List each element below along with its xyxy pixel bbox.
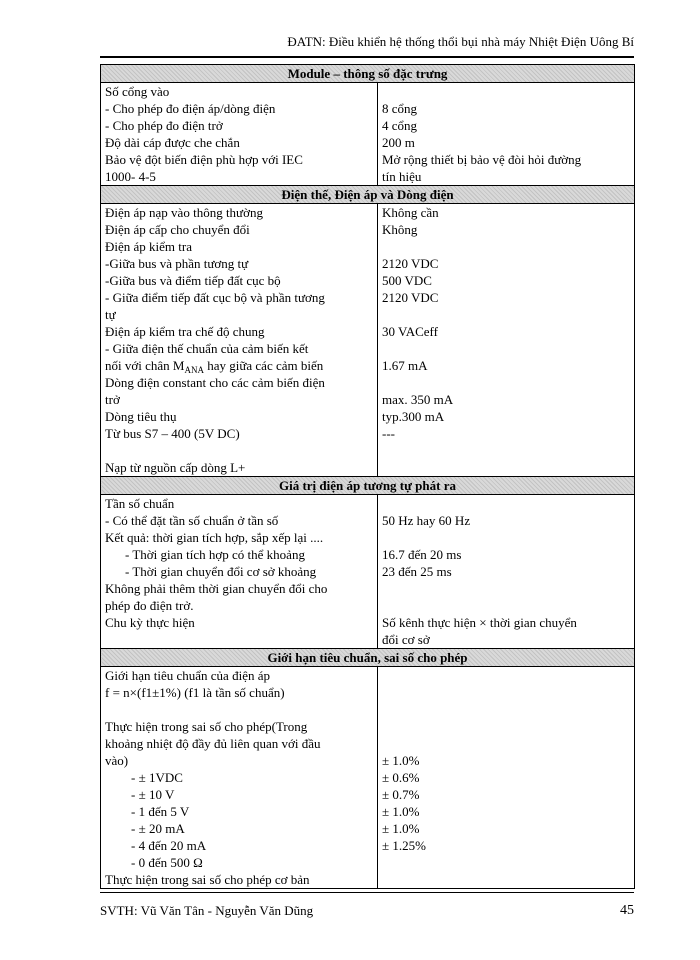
spec-value: 2120 VDC [382, 256, 439, 271]
spec-line: Bảo vệ đột biến điện phù hợp với IEC [105, 152, 303, 167]
spec-line: - Có thể đặt tần số chuẩn ở tần số [105, 513, 279, 528]
spec-line: Giới hạn tiêu chuẩn của điện áp [105, 668, 270, 683]
spec-line: - 1 đến 5 V [131, 804, 190, 819]
spec-line: - ± 1VDC [131, 770, 183, 785]
section-title-analog-output: Giá trị điện áp tương tự phát ra [101, 477, 635, 495]
spec-line: - Giữa điểm tiếp đất cục bộ và phần tương [105, 290, 325, 305]
spec-value: 30 VACeff [382, 324, 438, 339]
spec-value [382, 735, 630, 752]
spec-value [382, 718, 630, 735]
section-body-row [101, 667, 635, 889]
spec-parameter-cell [101, 204, 378, 477]
spec-line: - Cho phép đo điện áp/dòng điện [105, 101, 276, 116]
spec-line: Không phải thêm thời gian chuyển đổi cho [105, 581, 328, 596]
spec-line: - ± 10 V [131, 787, 175, 802]
section-title-module: Module – thông số đặc trưng [101, 65, 635, 83]
spec-value [382, 701, 630, 718]
spec-line: - Giữa điện thế chuẩn của cảm biến kết [105, 341, 309, 356]
spec-line: tự [105, 307, 116, 322]
spec-value [382, 529, 630, 546]
spec-value [382, 306, 630, 323]
spec-value: ± 1.0% [382, 753, 420, 768]
spec-line: khoảng nhiệt độ đầy đủ liên quan với đầu [105, 736, 321, 751]
spec-line-text: hay giữa các cảm biến [203, 358, 324, 373]
spec-value: 200 m [382, 135, 415, 150]
spec-value: Số kênh thực hiện × thời gian chuyển [382, 615, 577, 630]
page-header-title: ĐATN: Điều khiển hệ thống thổi bụi nhà máy Nhiệt Điện Uông Bí [287, 34, 634, 49]
page-number: 45 [620, 903, 634, 918]
spec-value: ± 1.25% [382, 838, 426, 853]
spec-line: Số cổng vào [105, 84, 170, 99]
spec-line: Nạp từ nguồn cấp dòng L+ [105, 460, 246, 475]
spec-value [382, 83, 630, 100]
spec-value: ± 1.0% [382, 821, 420, 836]
spec-value: ± 1.0% [382, 804, 420, 819]
spec-line: f = n×(f1±1%) (f1 là tần số chuẩn) [105, 685, 285, 700]
spec-line: Chu kỳ thực hiện [105, 615, 195, 630]
spec-value: đổi cơ sở [382, 632, 430, 647]
spec-line: Dòng điện constant cho các cảm biến điện [105, 375, 325, 390]
spec-value [382, 374, 630, 391]
spec-value [382, 459, 630, 476]
spec-line: Tần số chuẩn [105, 496, 175, 511]
spec-value [382, 580, 630, 597]
header-divider [100, 56, 634, 58]
spec-value-cell [378, 83, 635, 186]
spec-value: 4 cổng [382, 118, 418, 133]
spec-value [382, 871, 630, 888]
section-title-tolerance: Giới hạn tiêu chuẩn, sai số cho phép [101, 649, 635, 667]
spec-value: max. 350 mA [382, 392, 454, 407]
spec-line-text: nối với chân M [105, 358, 185, 373]
section-header-row [101, 186, 635, 204]
spec-line [105, 701, 373, 718]
spec-line: -Giữa bus và phần tương tự [105, 256, 249, 271]
spec-value: 8 cổng [382, 101, 418, 116]
spec-line: Thực hiện trong sai số cho phép cơ bản [105, 872, 310, 887]
spec-value: 50 Hz hay 60 Hz [382, 513, 471, 528]
spec-line [105, 631, 373, 648]
spec-value-cell [378, 667, 635, 889]
spec-value: typ.300 mA [382, 409, 445, 424]
spec-line: Điện áp cấp cho chuyển đổi [105, 222, 250, 237]
spec-value: 23 đến 25 ms [382, 564, 452, 579]
subscript-ana: ANA [184, 365, 204, 375]
section-body-row [101, 495, 635, 649]
spec-value-cell [378, 495, 635, 649]
section-title-voltage-current: Điện thế, Điện áp và Dòng điện [101, 186, 635, 204]
spec-line: trở [105, 392, 120, 407]
spec-value [382, 340, 630, 357]
spec-value: tín hiệu [382, 169, 422, 184]
spec-line: phép đo điện trở. [105, 598, 194, 613]
spec-line: vào) [105, 753, 129, 768]
section-body-row [101, 83, 635, 186]
spec-line: Điện áp kiểm tra chế độ chung [105, 324, 265, 339]
spec-value [382, 854, 630, 871]
spec-parameter-cell [101, 667, 378, 889]
spec-line: -Giữa bus và điểm tiếp đất cục bộ [105, 273, 281, 288]
spec-value: 2120 VDC [382, 290, 439, 305]
spec-value: 16.7 đến 20 ms [382, 547, 462, 562]
spec-value [382, 667, 630, 684]
spec-line: - Cho phép đo điện trở [105, 118, 223, 133]
spec-line [105, 442, 373, 459]
spec-value: 500 VDC [382, 273, 432, 288]
spec-line: Kết quả: thời gian tích hợp, sắp xếp lại .... [105, 530, 324, 545]
spec-line: - Thời gian tích hợp có thể khoảng [125, 547, 305, 562]
spec-line: Độ dài cáp được che chắn [105, 135, 240, 150]
section-header-row [101, 649, 635, 667]
spec-value [382, 597, 630, 614]
spec-value: Mở rộng thiết bị bảo vệ đòi hỏi đường [382, 152, 582, 167]
spec-value-cell [378, 204, 635, 477]
spec-value: 1.67 mA [382, 358, 428, 373]
spec-parameter-cell [101, 83, 378, 186]
spec-value: Không [382, 222, 418, 237]
spec-line: - 4 đến 20 mA [131, 838, 207, 853]
spec-line: 1000- 4-5 [105, 169, 156, 184]
spec-value: --- [382, 426, 395, 441]
footer-authors: SVTH: Vũ Văn Tân - Nguyễn Văn Dũng [100, 903, 314, 918]
spec-value: ± 0.7% [382, 787, 420, 802]
footer-divider [100, 892, 634, 893]
spec-line: Dòng tiêu thụ [105, 409, 177, 424]
spec-line: Điện áp nạp vào thông thường [105, 205, 263, 220]
spec-value [382, 684, 630, 701]
spec-value [382, 442, 630, 459]
section-header-row [101, 65, 635, 83]
spec-line: Từ bus S7 – 400 (5V DC) [105, 426, 240, 441]
section-header-row [101, 477, 635, 495]
section-body-row [101, 204, 635, 477]
spec-line: Điện áp kiểm tra [105, 239, 192, 254]
spec-line: Thực hiện trong sai số cho phép(Trong [105, 719, 308, 734]
spec-line: - Thời gian chuyển đổi cơ sở khoảng [125, 564, 317, 579]
spec-value [382, 238, 630, 255]
spec-line: - ± 20 mA [131, 821, 185, 836]
spec-line: - 0 đến 500 Ω [131, 855, 203, 870]
spec-value [382, 495, 630, 512]
spec-line-with-subscript [105, 357, 373, 374]
spec-value: Không cần [382, 205, 439, 220]
spec-parameter-cell [101, 495, 378, 649]
specification-table [100, 64, 635, 889]
spec-value: ± 0.6% [382, 770, 420, 785]
